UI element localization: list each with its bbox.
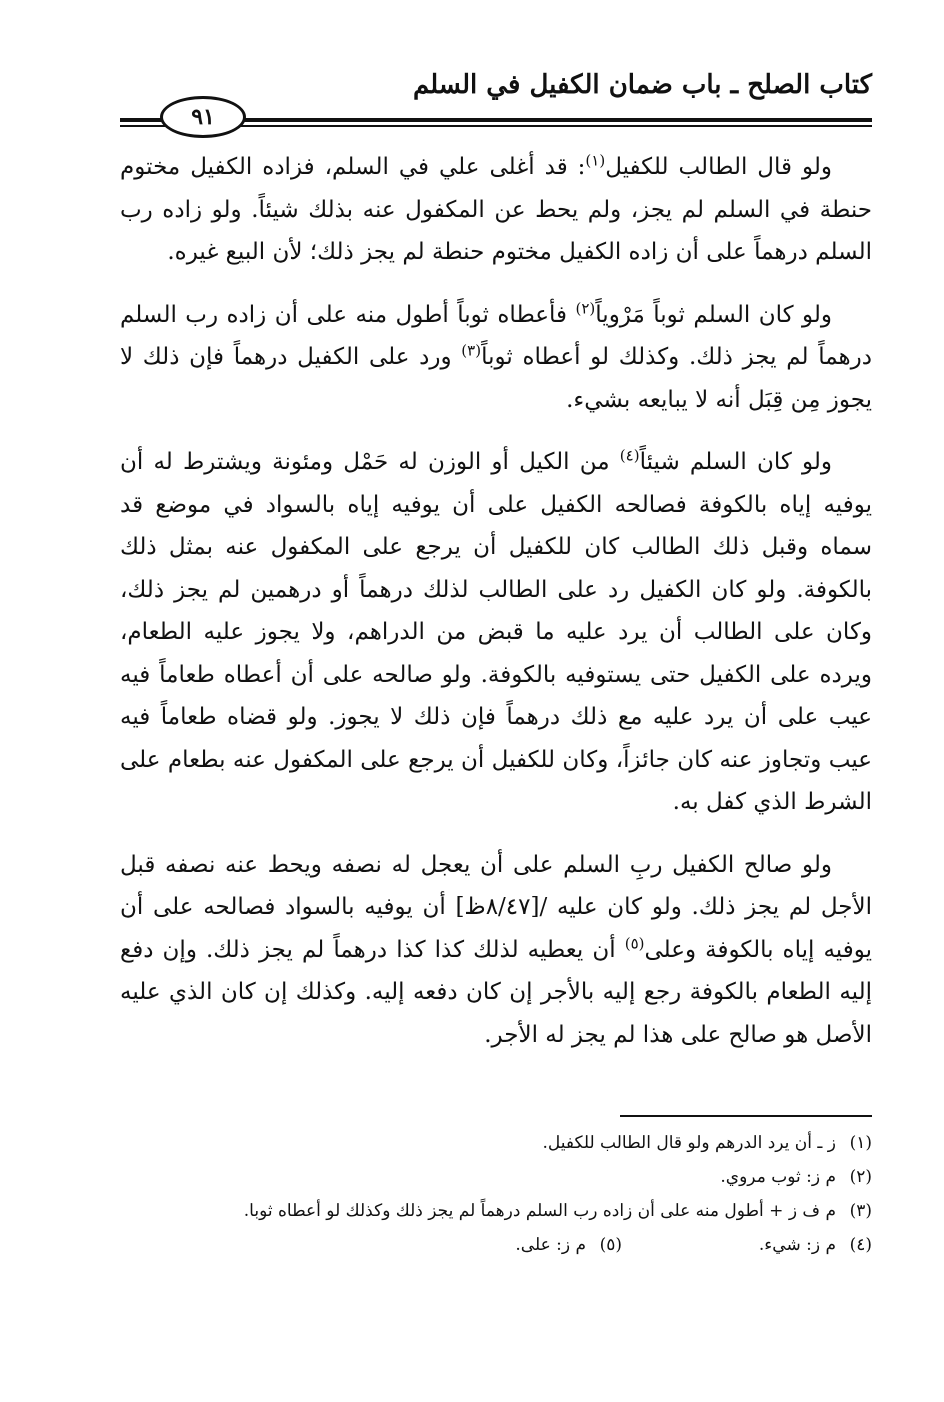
footnote-text: ز ـ أن يرد الدرهم ولو قال الطالب للكفيل. xyxy=(542,1133,836,1153)
paragraph-4: ولو صالح الكفيل ربِ السلم على أن يعجل له نصفه ويحط عنه نصفه قبل الأجل لم يجز ذلك. ولو كان عليه /[٨/٤٧ظ] أن يوفيه بالسواد فصالحه على أن يوفيه إياه بالكوفة وعلى$^{(٥)}$ أن يعطيه لذلك كذا كذا درهماً لم يجز ذلك. وإن دفع إليه الطعام بالكوفة رجع إليه بالأجر إن كان دفعه إليه. وكذلك إن كان الذي عليه الأصل هو صالح على هذا لم يجز له الأجر. xyxy=(120,851,872,1048)
page-header xyxy=(120,60,872,130)
footnote-text: م ف ز + أطول منه على أن زاده رب السلم درهماً لم يجز ذلك وكذلك لو أعطاه ثوبا. xyxy=(243,1201,836,1221)
paragraph-3: ولو كان السلم شيئاً$^{(٤)}$ من الكيل أو الوزن له حَمْل ومئونة ويشترط له أن يوفيه إياه بالكوفة فصالحه الكفيل على أن يوفيه إياه بالسواد في موضع قد سماه وقبل ذلك الطالب كان للكفيل أن يرجع على المكفول عنه بمثل ذلك بالكوفة. ولو كان الكفيل رد على الطالب لذلك درهماً أو درهمين لم يجز ذلك، وكان على الطالب أن يرد عليه ما قبض من الدراهم، ولا يجوز عليه الطعام، ويرده على الكفيل حتى يستوفيه بالكوفة. ولو صالحه على أن أعطاه طعاماً فيه عيب على أن يرد عليه مع ذلك درهماً فإن ذلك لا يجوز. ولو قضاه طعاماً فيه عيب وتجاوز عنه كان جائزاً، وكان للكفيل أن يرجع على المكفول عنه بطعام على الشرط الذي كفل به. xyxy=(120,446,872,815)
footnote-number: (٤) xyxy=(849,1235,872,1255)
paragraph-2: ولو كان السلم ثوباً مَرْوياً$^{(٢)}$ فأعطاه ثوباً أطول منه على أن زاده رب السلم درهماً لم يجز ذلك. وكذلك لو أعطاه ثوباً$^{(٣)}$ ورد على الكفيل درهماً فإن ذلك لا يجوز مِن قِبَل أنه لا يبايعه بشيء. xyxy=(120,298,872,413)
footnote-number: (٥) xyxy=(599,1235,622,1255)
footnote-number: (٣) xyxy=(849,1201,872,1221)
page-number: ٩١ xyxy=(160,96,246,138)
book-page xyxy=(120,60,872,1360)
footnote-ref: (٤) xyxy=(619,446,640,465)
footnote-ref: (١) xyxy=(585,151,606,170)
footnote-item xyxy=(372,1230,622,1260)
running-title: كتاب الصلح ـ باب ضمان الكفيل في السلم xyxy=(413,70,872,100)
footnote-ref: (٥) xyxy=(624,933,645,952)
footnote-text: م ز: ثوب مروي. xyxy=(720,1167,836,1187)
footnote-item xyxy=(120,1162,872,1192)
footnote-text: م ز: على. xyxy=(515,1235,586,1255)
footnote-item xyxy=(120,1128,872,1158)
footnote-ref: (٣) xyxy=(461,341,482,360)
footnote-number: (١) xyxy=(849,1133,872,1153)
footnotes xyxy=(120,1128,872,1260)
footnote-number: (٢) xyxy=(849,1167,872,1187)
main-text xyxy=(120,146,872,1056)
footnote-item xyxy=(120,1196,872,1226)
footnote-separator xyxy=(620,1115,872,1117)
footnote-ref: (٢) xyxy=(575,298,596,317)
footnote-row xyxy=(120,1230,872,1260)
paragraph-1: ولو قال الطالب للكفيل$^{(١)}$: قد أغلى علي في السلم، فزاده الكفيل مختوم حنطة في السلم لم يجز، ولم يحط عن المكفول عنه بذلك شيئاً. ولو زاده رب السلم درهماً على أن زاده الكفيل مختوم حنطة لم يجز ذلك؛ لأن البيع غيره. xyxy=(120,151,872,265)
footnote-item xyxy=(622,1230,872,1260)
footnote-text: م ز: شيء. xyxy=(758,1235,836,1255)
